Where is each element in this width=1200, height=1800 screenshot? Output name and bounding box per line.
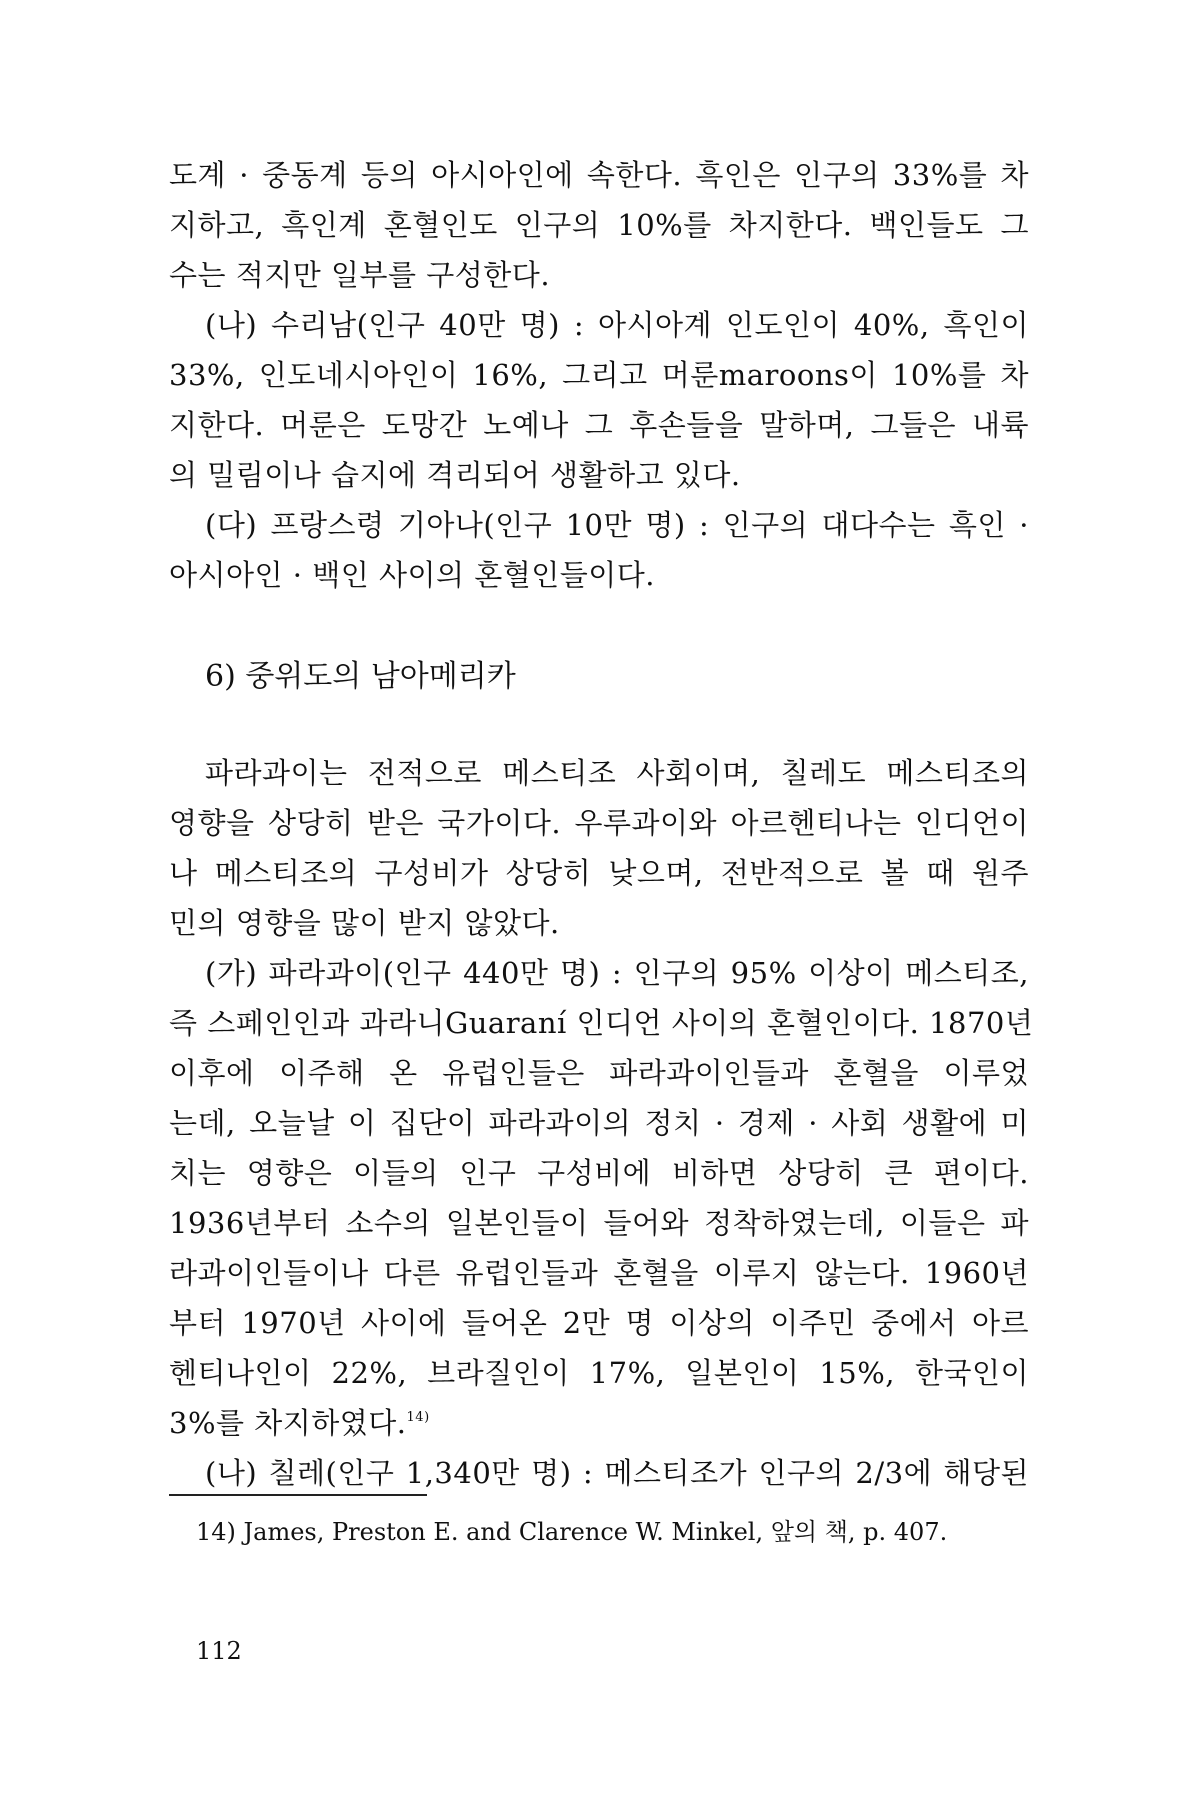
text-line: 부터 1970년 사이에 들어온 2만 명 이상의 이주민 중에서 아르 bbox=[169, 1306, 1029, 1340]
text-line: 치는 영향은 이들의 인구 구성비에 비하면 상당히 큰 편이다. bbox=[169, 1156, 1029, 1190]
text-line: 영향을 상당히 받은 국가이다. 우루과이와 아르헨티나는 인디언이 bbox=[169, 806, 1029, 840]
text-line: 의 밀림이나 습지에 격리되어 생활하고 있다. bbox=[169, 458, 741, 492]
footnote-reference: 14) bbox=[406, 1410, 430, 1425]
text-line: 수는 적지만 일부를 구성한다. bbox=[169, 258, 551, 292]
text-line: 1936년부터 소수의 일본인들이 들어와 정착하였는데, 이들은 파 bbox=[169, 1206, 1029, 1240]
text-line: 33%, 인도네시아인이 16%, 그리고 머룬maroons이 10%를 차 bbox=[169, 358, 1029, 392]
text-line: (나) 칠레(인구 1,340만 명) : 메스티조가 인구의 2/3에 해당된 bbox=[205, 1456, 1029, 1490]
text-line: 나 메스티조의 구성비가 상당히 낮으며, 전반적으로 볼 때 원주 bbox=[169, 856, 1029, 890]
text-line: 민의 영향을 많이 받지 않았다. bbox=[169, 906, 560, 940]
text-line: 는데, 오늘날 이 집단이 파라과이의 정치 · 경제 · 사회 생활에 미 bbox=[169, 1106, 1029, 1140]
text-line-content: 3%를 차지하였다. bbox=[169, 1406, 407, 1440]
text-line: 지하고, 흑인계 혼혈인도 인구의 10%를 차지한다. 백인들도 그 bbox=[169, 208, 1029, 242]
text-line: (가) 파라과이(인구 440만 명) : 인구의 95% 이상이 메스티조, bbox=[205, 956, 1029, 990]
text-line bbox=[169, 1398, 1029, 1448]
footnote: 14) James, Preston E. and Clarence W. Minkel, 앞의 책, p. 407. bbox=[196, 1518, 948, 1546]
text-line: (다) 프랑스령 기아나(인구 10만 명) : 인구의 대다수는 흑인 · bbox=[205, 508, 1029, 542]
text-line: 지한다. 머룬은 도망간 노예나 그 후손들을 말하며, 그들은 내륙 bbox=[169, 408, 1029, 442]
section-heading: 6) 중위도의 남아메리카 bbox=[205, 659, 516, 694]
text-line: 헨티나인이 22%, 브라질인이 17%, 일본인이 15%, 한국인이 bbox=[169, 1356, 1029, 1390]
text-line: 아시아인 · 백인 사이의 혼혈인들이다. bbox=[169, 558, 656, 592]
page-number: 112 bbox=[196, 1637, 242, 1665]
text-line: 파라과이는 전적으로 메스티조 사회이며, 칠레도 메스티조의 bbox=[205, 756, 1029, 790]
text-line: 라과이인들이나 다른 유럽인들과 혼혈을 이루지 않는다. 1960년 bbox=[169, 1256, 1029, 1290]
text-line: 이후에 이주해 온 유럽인들은 파라과이인들과 혼혈을 이루었 bbox=[169, 1056, 1029, 1090]
text-line: 즉 스페인인과 과라니Guaraní 인디언 사이의 혼혈인이다. 1870년 bbox=[169, 1006, 1034, 1040]
footnote-divider bbox=[169, 1494, 427, 1496]
text-line: (나) 수리남(인구 40만 명) : 아시아계 인도인이 40%, 흑인이 bbox=[205, 308, 1029, 342]
text-line: 도계 · 중동계 등의 아시아인에 속한다. 흑인은 인구의 33%를 차 bbox=[169, 158, 1029, 192]
